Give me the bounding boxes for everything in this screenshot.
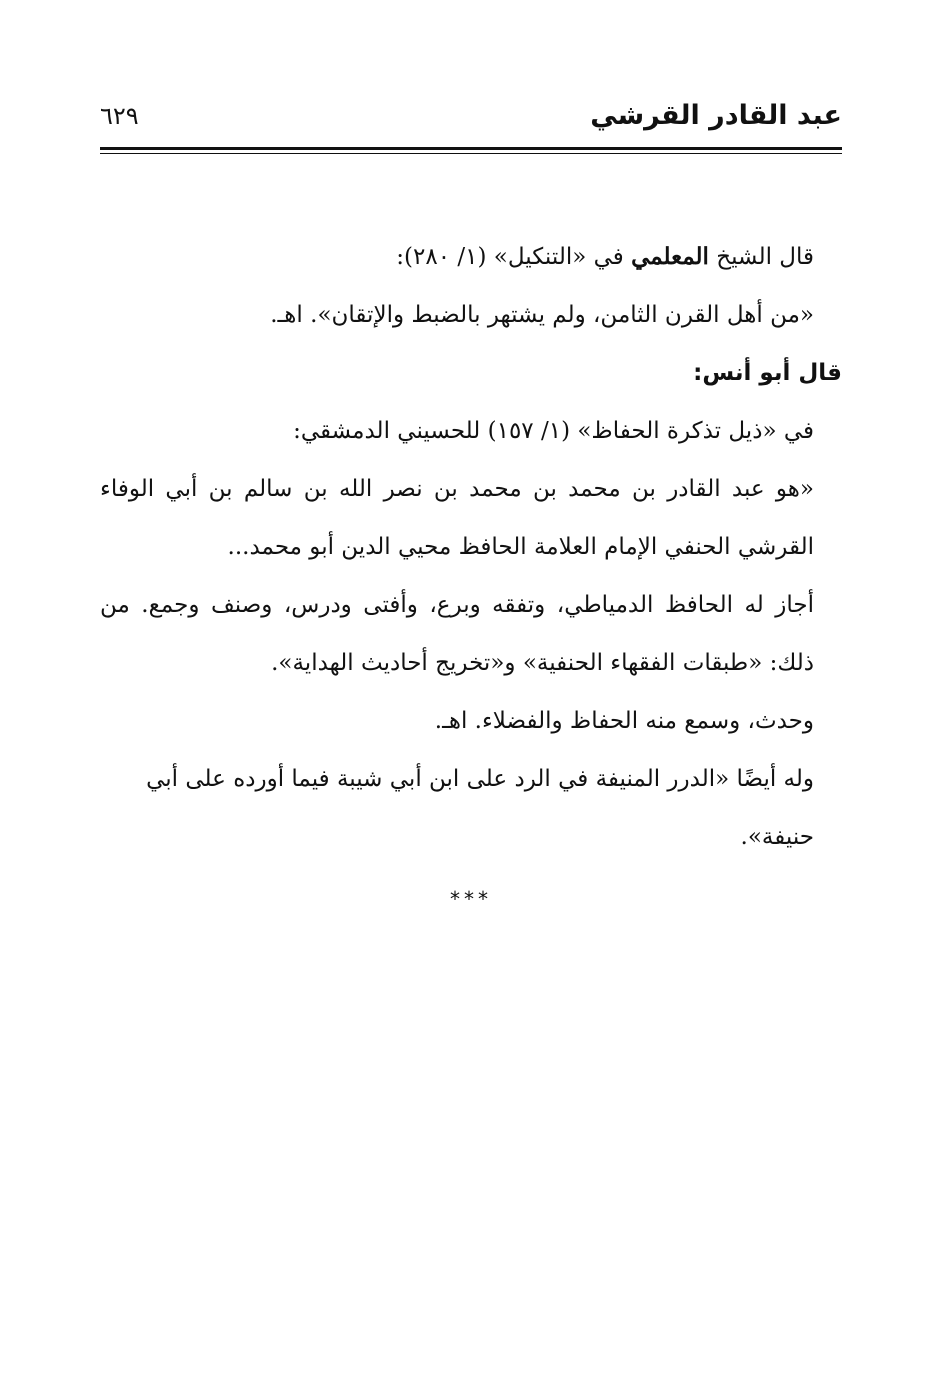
paragraph-biography: «هو عبد القادر بن محمد بن محمد بن نصر الله بن سالم بن أبي الوفاء القرشي الحنفي الإمام العلامة الحافظ محيي الدين أبو محمد... (100, 476, 814, 560)
running-title: عبد القادر القرشي (590, 100, 842, 131)
paragraph-works: أجاز له الحافظ الدمياطي، وتفقه وبرع، وأفتى ودرس، وصنف وجمع. من ذلك: «طبقات الفقهاء الحنفية» و«تخريج أحاديث الهداية». (100, 592, 814, 676)
author-name-bold: المعلمي (631, 243, 709, 270)
section-separator: *** (450, 887, 492, 911)
body-text (100, 228, 842, 928)
citation-intro: قال الشيخ (708, 244, 814, 270)
page-number: ٦٢٩ (100, 102, 139, 130)
section-heading: قال أبو أنس: (693, 360, 842, 386)
running-header (100, 96, 842, 140)
paragraph-citation-dhayl: في «ذيل تذكرة الحفاظ» (١/ ١٥٧) للحسيني الدمشقي: (293, 418, 814, 444)
citation-source: في «التنكيل» (١/ ٢٨٠): (396, 244, 632, 270)
header-rule-thin (100, 153, 842, 154)
paragraph-quote-muallimi: «من أهل القرن الثامن، ولم يشتهر بالضبط والإتقان». اهـ. (270, 302, 814, 328)
paragraph-additional-work: وله أيضًا «الدرر المنيفة في الرد على ابن أبي شيبة فيما أورده على أبي حنيفة». (146, 766, 814, 850)
paragraph-citation-muallimi (100, 228, 842, 286)
header-rule-thick (100, 147, 842, 150)
paragraph-narration: وحدث، وسمع منه الحفاظ والفضلاء. اهـ. (434, 708, 814, 734)
